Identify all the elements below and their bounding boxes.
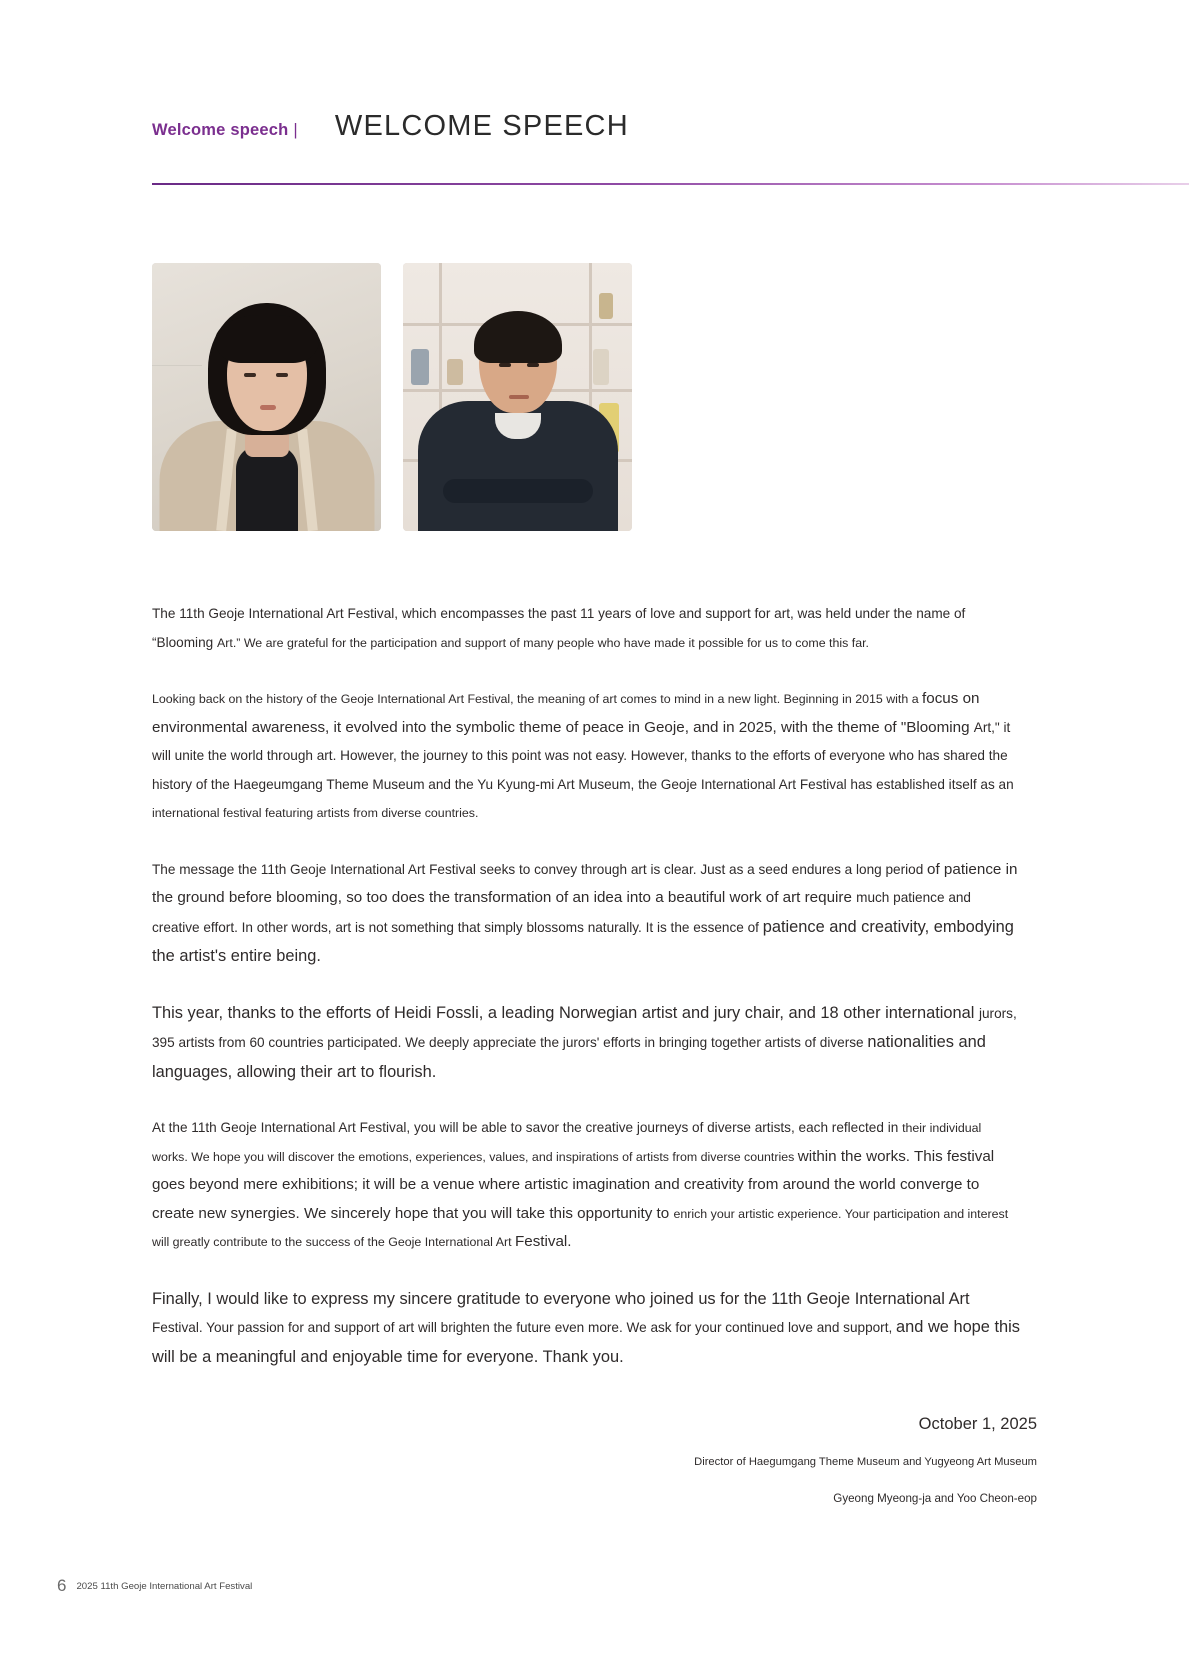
signature-role: Director of Haegumgang Theme Museum and Yugyeong Art Museum xyxy=(694,1456,1037,1468)
speech-text-run: focus on environmental awareness, it evolved into the symbolic theme of peace in Geoje, and in 2025, with the theme of "Blooming xyxy=(152,690,980,736)
speech-text-run: from around the world converge to create new synergies. We sincerely hope that you will take this opportunity to xyxy=(152,1176,980,1222)
speech-text-run: within the works. This festival goes beyond mere exhibitions; it will be a venue where artistic imagination and creativity xyxy=(152,1147,995,1193)
speech-text-run: jurors, 395 artists from 60 countries participated. We deeply appreciate the jurors' efforts in bringing together artists of diverse xyxy=(152,1005,1017,1050)
signature-names: Gyeong Myeong-ja and Yoo Cheon-eop xyxy=(833,1492,1037,1505)
speech-paragraph xyxy=(152,999,1020,1087)
speech-text-run: the history of the Haegeumgang Theme Museum and the Yu Kyung-mi Art Museum, the Geoje International Art Festival has established itself as an xyxy=(152,748,1014,792)
speech-text-run: nationalities and languages, allowing their art to flourish. xyxy=(152,1033,986,1081)
page-title: WELCOME SPEECH xyxy=(334,110,629,142)
page-footer xyxy=(57,1577,252,1594)
signature-date: October 1, 2025 xyxy=(918,1415,1037,1433)
portrait-man-eye-right xyxy=(527,363,539,367)
header-rule xyxy=(152,183,1189,185)
portrait-man-arms xyxy=(443,479,593,503)
portrait-woman-wall-line xyxy=(152,365,202,366)
portrait-man-eye-left xyxy=(499,363,511,367)
speech-text-run: enrich your artistic experience. Your participation and interest will greatly contribute to the success of the Geoje International Art xyxy=(152,1206,1009,1249)
speech-text-run: Art.” We are grateful for the participation and support of many people who have made it possible for us to come this far. xyxy=(216,635,869,650)
page-header xyxy=(152,110,1187,143)
speech-paragraph xyxy=(152,1285,1020,1372)
footer-caption: 2025 11th Geoje International Art Festival xyxy=(76,1580,253,1592)
speech-text-run: The 11th Geoje International Art Festival, which encompasses the past 11 years of love and support for art, was held under the name of “Blooming xyxy=(152,606,966,650)
portrait-man-shelf-object-5 xyxy=(593,349,609,385)
speech-text-run: patience and creativity, embodying the artist's entire being. xyxy=(152,917,1014,965)
speech-paragraph xyxy=(152,1114,1020,1257)
speech-paragraph xyxy=(152,856,1020,971)
speech-text-run: of patience in the ground before blooming, so too does the transformation of an idea into a beautiful work of art require xyxy=(152,860,1018,906)
speech-text-run: Festival. xyxy=(514,1233,572,1250)
speech-text-run: and we hope this will be a meaningful and enjoyable time for everyone. Thank you. xyxy=(152,1318,1020,1366)
portrait-woman-eye-left xyxy=(244,373,256,377)
portrait-man-shelf-object-2 xyxy=(599,293,613,319)
page-number: 6 xyxy=(57,1576,67,1595)
portrait-woman-mouth xyxy=(260,405,276,410)
portrait-man-shelf-object-4 xyxy=(447,359,463,385)
speech-body xyxy=(152,600,1020,1371)
speech-text-run: much patience and creative effort. In other words, art is not something that simply blossoms naturally. It is the essence of xyxy=(152,890,971,935)
speech-paragraph xyxy=(152,600,1020,657)
speech-text-run: This year, thanks to the efforts of Heidi Fossli, a leading Norwegian artist and jury chair, and 18 other international xyxy=(152,1003,979,1022)
speech-text-run: their individual works. We hope you will discover the emotions, experiences, values, and inspirations of artists from diverse countries xyxy=(152,1121,982,1164)
section-kicker-divider: | xyxy=(293,121,298,139)
portrait-man-mouth xyxy=(509,395,529,399)
speech-text-run: Festival. Your passion for and support of art will brighten the future even more. We ask for your continued love and support, xyxy=(152,1320,897,1335)
speech-text-run: international festival featuring artists from diverse countries. xyxy=(152,806,479,820)
speech-text-run: At the 11th Geoje International Art Festival, you will be able to savor the creative journeys of diverse artists, each reflected in xyxy=(152,1120,903,1135)
portrait-woman xyxy=(152,263,381,531)
portrait-woman-top xyxy=(236,445,298,531)
portrait-man-shelf-object-1 xyxy=(411,349,429,385)
speech-text-run: The message the 11th Geoje International Art Festival seeks to convey through art is clear. Just as a seed endures a long period xyxy=(152,861,928,877)
speech-text-run: Looking back on the history of the Geoje International Art Festival, the meaning of art comes to mind in a new light. Beginning in 2015 with a xyxy=(152,692,923,706)
section-kicker xyxy=(152,121,298,140)
speech-text-run: Finally, I would like to express my sincere gratitude to everyone who joined us for the 11th Geoje International Art xyxy=(152,1289,970,1308)
speech-paragraph xyxy=(152,685,1020,828)
section-kicker-text: Welcome speech xyxy=(152,121,289,139)
portrait-woman-fringe xyxy=(215,315,319,363)
portrait-woman-eye-right xyxy=(276,373,288,377)
portrait-man xyxy=(403,263,632,531)
speech-text-run: Art," it will unite the world through art. However, the journey to this point was not easy. However, thanks to the efforts of everyone who has shared xyxy=(152,719,1011,763)
signature-block xyxy=(417,1415,1037,1505)
portrait-gallery xyxy=(152,263,632,531)
